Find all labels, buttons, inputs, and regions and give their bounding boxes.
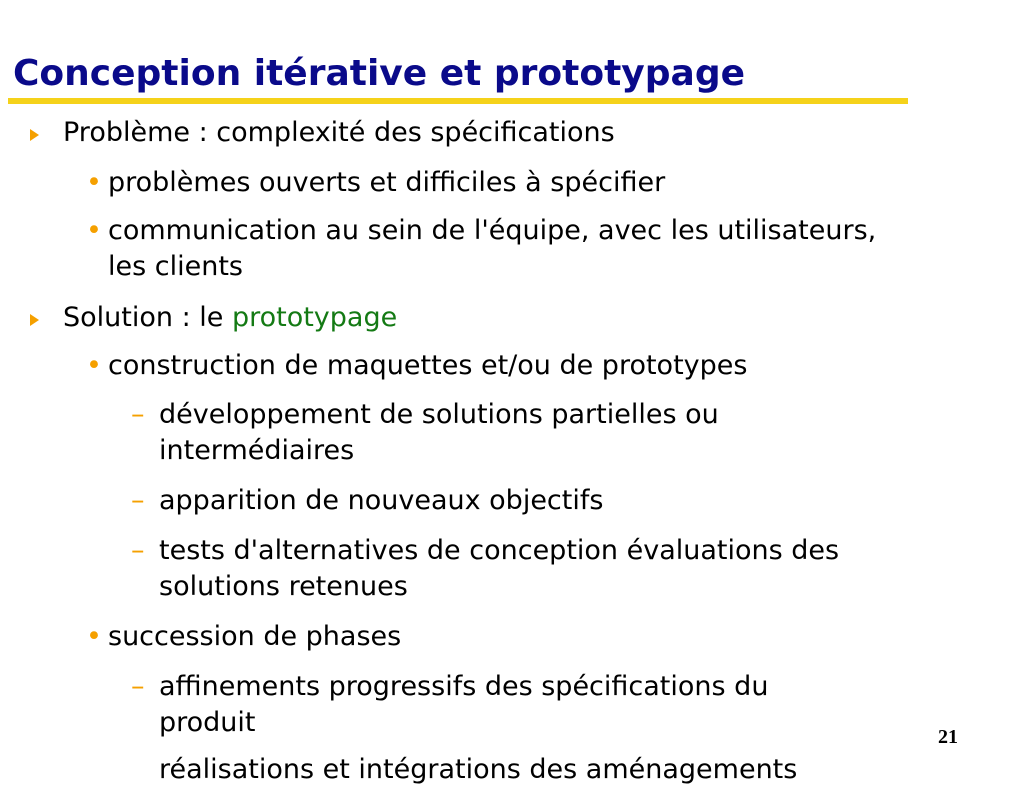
solution-prefix: Solution : le xyxy=(63,302,232,333)
solution-accent: prototypage xyxy=(231,302,398,333)
succession-item: affinements progressifs des spécifications du xyxy=(159,671,769,702)
dot-bullet-icon: • xyxy=(86,621,102,652)
construction-item: tests d'alternatives de conception évaluations des xyxy=(159,535,840,566)
problem-item: problèmes ouverts et difficiles à spécifier xyxy=(108,167,666,198)
succession-item: réalisations et intégrations des aménagements xyxy=(159,754,798,785)
arrow-bullet-icon xyxy=(30,314,39,326)
solution-label xyxy=(63,300,397,336)
construction-label: construction de maquettes et/ou de prototypes xyxy=(108,350,748,381)
construction-item: développement de solutions partielles ou xyxy=(159,399,719,430)
dash-bullet-icon: – xyxy=(131,485,145,516)
dash-bullet-icon: – xyxy=(131,535,145,566)
dash-bullet-icon: – xyxy=(131,399,145,430)
dot-bullet-icon: • xyxy=(86,350,102,381)
problem-label: Problème : complexité des spécifications xyxy=(63,117,615,148)
dot-bullet-icon: • xyxy=(86,167,102,198)
arrow-bullet-icon xyxy=(30,129,39,141)
succession-item-continued: produit xyxy=(159,707,256,738)
slide-title: Conception itérative et prototypage xyxy=(13,53,746,94)
construction-item-continued: intermédiaires xyxy=(159,435,355,466)
dash-bullet-icon: – xyxy=(131,671,145,702)
construction-item: apparition de nouveaux objectifs xyxy=(159,485,604,516)
problem-item-continued: les clients xyxy=(108,251,243,282)
problem-item: communication au sein de l'équipe, avec les utilisateurs, xyxy=(108,215,877,246)
dot-bullet-icon: • xyxy=(86,215,102,246)
construction-item-continued: solutions retenues xyxy=(159,571,408,602)
succession-label: succession de phases xyxy=(108,621,402,652)
page-number: 21 xyxy=(938,726,958,748)
